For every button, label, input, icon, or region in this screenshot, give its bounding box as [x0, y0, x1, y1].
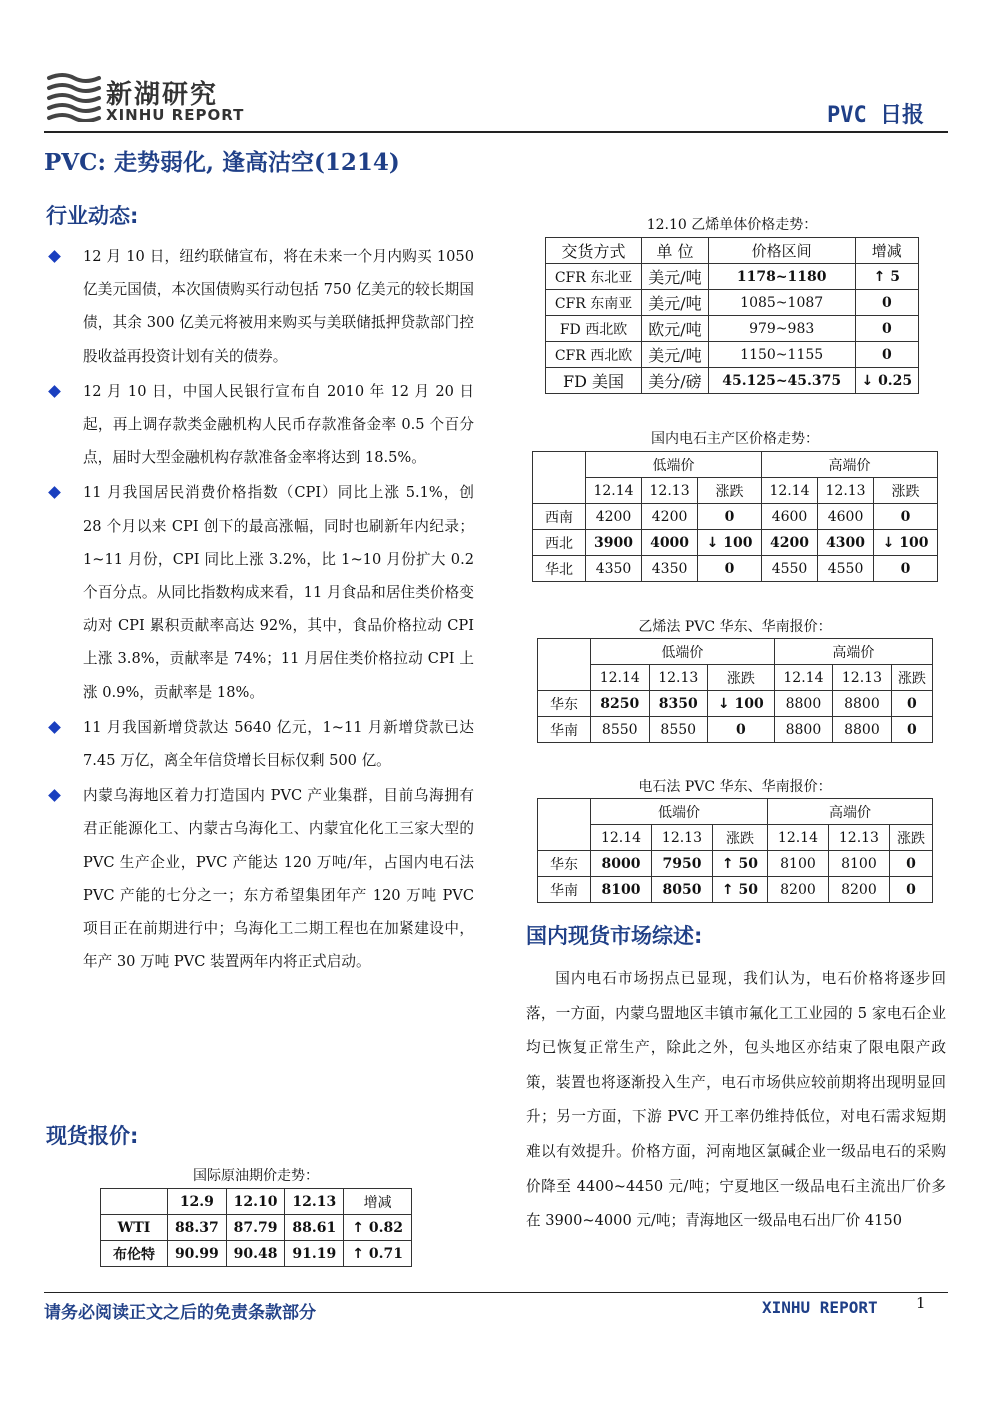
table-row: 低端价 高端价	[538, 799, 933, 825]
wave-lines-icon	[46, 72, 102, 122]
table-row: 12.14 12.13 涨跌 12.14 12.13 涨跌	[533, 478, 938, 504]
down-arrow-icon: ↓	[706, 534, 719, 551]
up-arrow-icon: ↑	[721, 855, 734, 872]
table-row: 低端价 高端价	[538, 639, 933, 665]
table-row: 交货方式 单 位 价格区间 增减	[546, 238, 919, 264]
industry-bullet-list	[44, 240, 474, 980]
diamond-bullet-icon	[48, 721, 61, 734]
page-number: 1	[916, 1294, 926, 1312]
ethylene-pvc-table	[537, 638, 933, 743]
carbide-pvc-caption: 电石法 PVC 华东、华南报价：	[638, 779, 832, 795]
header-rule	[44, 131, 948, 133]
table-row: CFR 东南亚 美元/吨 1085~1087 0	[546, 290, 919, 316]
diamond-bullet-icon	[48, 789, 61, 802]
table-row: WTI 88.37 87.79 88.61 ↑ 0.82	[101, 1215, 412, 1241]
document-title: PVC: 走势弱化, 逢高沽空(1214)	[44, 149, 400, 176]
table-row: 布伦特 90.99 90.48 91.19 ↑ 0.71	[101, 1241, 412, 1267]
market-paragraph: 国内电石市场拐点已显现，我们认为，电石价格将逐步回落，一方面，内蒙乌盟地区丰镇市氟化工工业园的 5 家电石企业均已恢复正常生产，除此之外，包头地区亦结束了限电限产政策，装置也将逐渐投入生产，电石市场供应较前期将出现明显回升；另一方面，下游 PVC 开工率仍维持低位，对电石需求短期难以有效提升。价格方面，河南地区氯碱企业一级品电石的采购价降至 4400~4450 元/吨；宁夏地区一级品电石主流出厂价多在 3900~4000 元/吨；青海地区一级品电石出厂价 4150	[526, 970, 946, 1230]
up-arrow-icon: ↑	[352, 1219, 364, 1236]
table-row: 12.14 12.13 涨跌 12.14 12.13 涨跌	[538, 825, 933, 851]
table-row: 低端价 高端价	[533, 452, 938, 478]
up-arrow-icon: ↑	[352, 1245, 364, 1262]
up-arrow-icon: ↑	[873, 268, 886, 285]
table-row: CFR 西北欧 美元/吨 1150~1155 0	[546, 342, 919, 368]
spot-heading: 现货报价:	[46, 1124, 139, 1148]
carbide-caption: 国内电石主产区价格走势：	[651, 431, 819, 447]
list-item: 12 月 10 日，中国人民银行宣布自 2010 年 12 月 20 日起，再上调存款类金融机构人民币存款准备金率 0.5 个百分点，届时大型金融机构存款准备金率将达到 18.5%。	[44, 375, 474, 475]
list-item: 11 月我国新增贷款达 5640 亿元，1~11 月新增贷款已达 7.45 万亿，离全年信贷增长目标仅剩 500 亿。	[44, 711, 474, 777]
carbide-price-table	[532, 451, 938, 582]
table-row: 西北 3900 4000 ↓ 100 4200 4300 ↓ 100	[533, 530, 938, 556]
footer-disclaimer: 请务必阅读正文之后的免责条款部分	[44, 1303, 316, 1323]
table-row: CFR 东北亚 美元/吨 1178~1180 ↑ 5	[546, 264, 919, 290]
crude-oil-table	[100, 1188, 412, 1267]
ethylene-price-table	[545, 237, 919, 394]
footer-rule	[44, 1292, 948, 1293]
ethylene-caption: 12.10 乙烯单体价格走势：	[646, 217, 818, 233]
carbide-pvc-table	[537, 798, 933, 903]
table-row: 西南 4200 4200 0 4600 4600 0	[533, 504, 938, 530]
table-row: 华北 4350 4350 0 4550 4550 0	[533, 556, 938, 582]
table-row: FD 美国 美分/磅 45.125~45.375 ↓ 0.25	[546, 368, 919, 394]
table-row: 华南 8100 8050 ↑ 50 8200 8200 0	[538, 877, 933, 903]
table-row: 华东 8000 7950 ↑ 50 8100 8100 0	[538, 851, 933, 877]
table-row: 华南 8550 8550 0 8800 8800 0	[538, 717, 933, 743]
diamond-bullet-icon	[48, 487, 61, 500]
logo-english: XINHU REPORT	[106, 106, 245, 124]
list-item: 内蒙乌海地区着力打造国内 PVC 产业集群，目前乌海拥有君正能源化工、内蒙古乌海化工、内蒙宜化化工三家大型的 PVC 生产企业，PVC 产能达 120 万吨/年，占国内电石法 PVC 产能的七分之一；东方希望集团年产 120 万吨 PVC 项目正在前期进行中；乌海化工二期工程也在加紧建设中，年产 30 万吨 PVC 装置两年内将正式启动。	[44, 779, 474, 978]
diamond-bullet-icon	[48, 250, 61, 263]
up-arrow-icon: ↑	[721, 881, 734, 898]
table-row: 12.9 12.10 12.13 增减	[101, 1189, 412, 1215]
logo-chinese: 新湖研究	[106, 80, 219, 110]
footer-brand: XINHU REPORT	[762, 1298, 878, 1317]
list-item: 11 月我国居民消费价格指数（CPI）同比上涨 5.1%，创 28 个月以来 CPI 创下的最高涨幅，同时也刷新年内纪录；1~11 月份，CPI 同比上涨 3.2%，比 1~10 月份扩大 0.2 个百分点。从同比指数构成来看，11 月食品和居住类价格变动对 CPI 累积贡献率高达 92%，其中，食品价格拉动 CPI 上涨 3.8%，贡献率是 74%；11 月居住类价格拉动 CPI 上涨 0.9%，贡献率是 18%。	[44, 476, 474, 708]
market-heading: 国内现货市场综述:	[526, 924, 703, 948]
table-row: 12.14 12.13 涨跌 12.14 12.13 涨跌	[538, 665, 933, 691]
industry-heading: 行业动态:	[46, 204, 139, 228]
diamond-bullet-icon	[48, 385, 61, 398]
list-item: 12 月 10 日，纽约联储宣布，将在未来一个月内购买 1050 亿美元国债，本次国债购买行动包括 750 亿美元的较长期国债，其余 300 亿美元将被用来购买与美联储抵押贷款部门控股收益再投资计划有关的债券。	[44, 240, 474, 373]
down-arrow-icon: ↓	[717, 695, 730, 712]
down-arrow-icon: ↓	[882, 534, 895, 551]
table-row: FD 西北欧 欧元/吨 979~983 0	[546, 316, 919, 342]
down-arrow-icon: ↓	[861, 372, 874, 389]
ethylene-pvc-caption: 乙烯法 PVC 华东、华南报价：	[638, 619, 832, 635]
crude-caption: 国际原油期价走势：	[193, 1168, 319, 1184]
report-type: PVC 日报	[827, 103, 924, 128]
table-row: 华东 8250 8350 ↓ 100 8800 8800 0	[538, 691, 933, 717]
